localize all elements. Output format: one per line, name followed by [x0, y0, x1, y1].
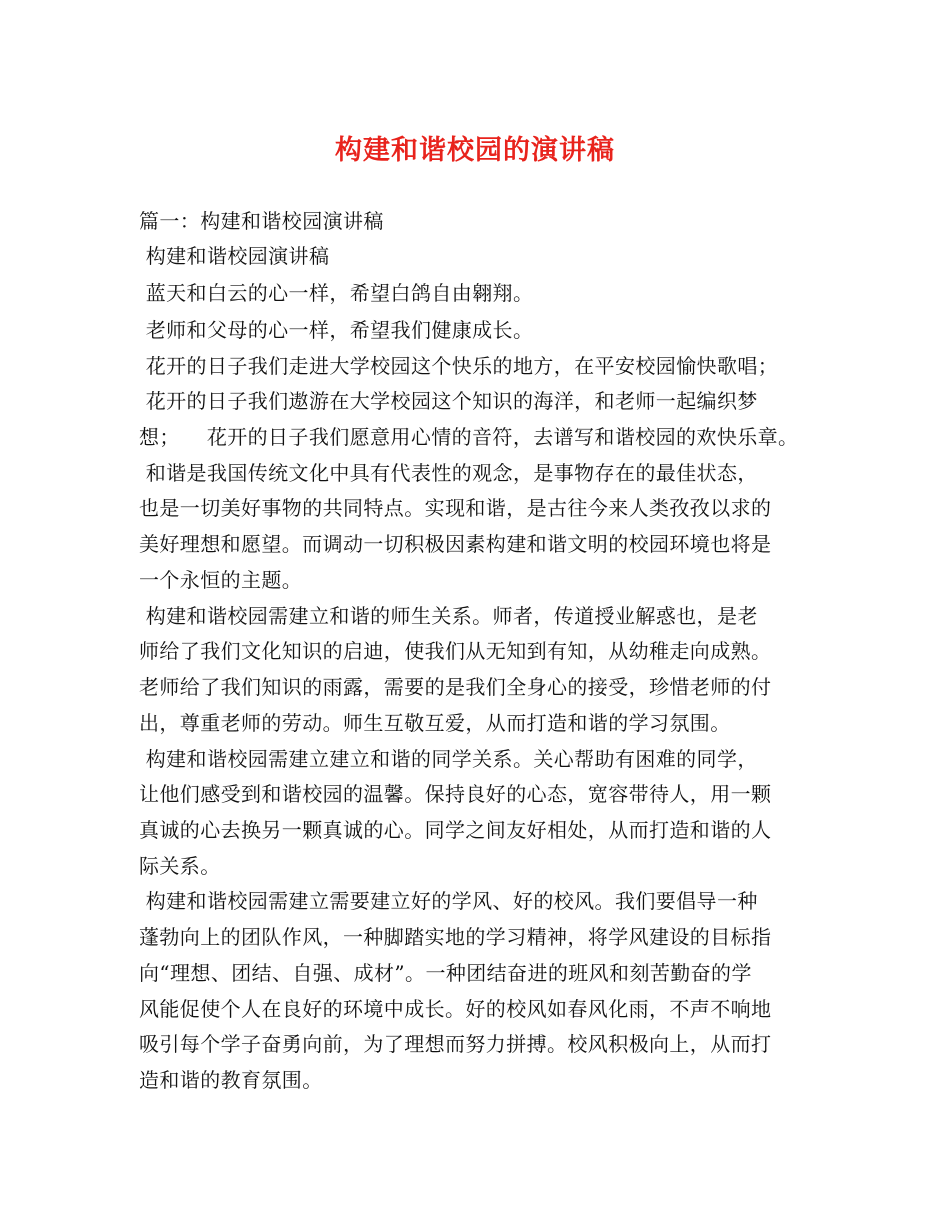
body-line: 让他们感受到和谐校园的温馨。保持良好的心态，宽容带待人，用一颗	[139, 782, 772, 806]
body-line: 花开的日子我们走进大学校园这个快乐的地方，在平安校园愉快歌唱；	[139, 354, 779, 378]
body-line: 构建和谐校园演讲稿	[139, 244, 330, 268]
body-line: 花开的日子我们遨游在大学校园这个知识的海洋，和老师一起编织梦	[139, 389, 758, 413]
body-line: 一个永恒的主题。	[139, 568, 303, 592]
document-title: 构建和谐校园的演讲稿	[335, 135, 615, 166]
body-line: 老师和父母的心一样，希望我们健康成长。	[139, 318, 534, 342]
body-line: 际关系。	[139, 854, 221, 878]
body-line: 想； 花开的日子我们愿意用心情的音符，去谱写和谐校园的欢快乐章。	[139, 425, 799, 449]
body-line: 出，尊重老师的劳动。师生互敬互爱，从而打造和谐的学习氛围。	[139, 711, 731, 735]
body-line: 造和谐的教育氛围。	[139, 1068, 323, 1092]
body-line: 蓝天和白云的心一样，希望白鸽自由翱翔。	[139, 281, 534, 305]
body-line: 风能促使个人在良好的环境中成长。好的校风如春风化雨，不声不响地	[139, 997, 772, 1021]
body-line: 美好理想和愿望。而调动一切积极因素构建和谐文明的校园环境也将是	[139, 532, 772, 556]
body-line: 也是一切美好事物的共同特点。实现和谐，是古往今来人类孜孜以求的	[139, 496, 772, 520]
body-line: 真诚的心去换另一颗真诚的心。同学之间友好相处，从而打造和谐的人	[139, 818, 772, 842]
body-line: 和谐是我国传统文化中具有代表性的观念，是事物存在的最佳状态，	[139, 461, 758, 485]
body-line: 老师给了我们知识的雨露，需要的是我们全身心的接受，珍惜老师的付	[139, 675, 772, 699]
body-line: 构建和谐校园需建立和谐的师生关系。师者，传道授业解惑也，是老	[139, 604, 758, 628]
body-line: 蓬勃向上的团队作风，一种脚踏实地的学习精神，将学风建设的目标指	[139, 925, 772, 949]
body-line: 构建和谐校园需建立需要建立好的学风、好的校风。我们要倡导一种	[139, 889, 758, 913]
body-line: 构建和谐校园需建立建立和谐的同学关系。关心帮助有困难的同学，	[139, 747, 758, 771]
body-line: 向“理想、团结、自强、成材”。一种团结奋进的班风和刻苦勤奋的学	[139, 961, 752, 985]
body-line: 篇一：构建和谐校园演讲稿	[139, 209, 384, 233]
body-line: 师给了我们文化知识的启迪，使我们从无知到有知，从幼稚走向成熟。	[139, 639, 772, 663]
body-line: 吸引每个学子奋勇向前，为了理想而努力拼搏。校风积极向上，从而打	[139, 1032, 772, 1056]
